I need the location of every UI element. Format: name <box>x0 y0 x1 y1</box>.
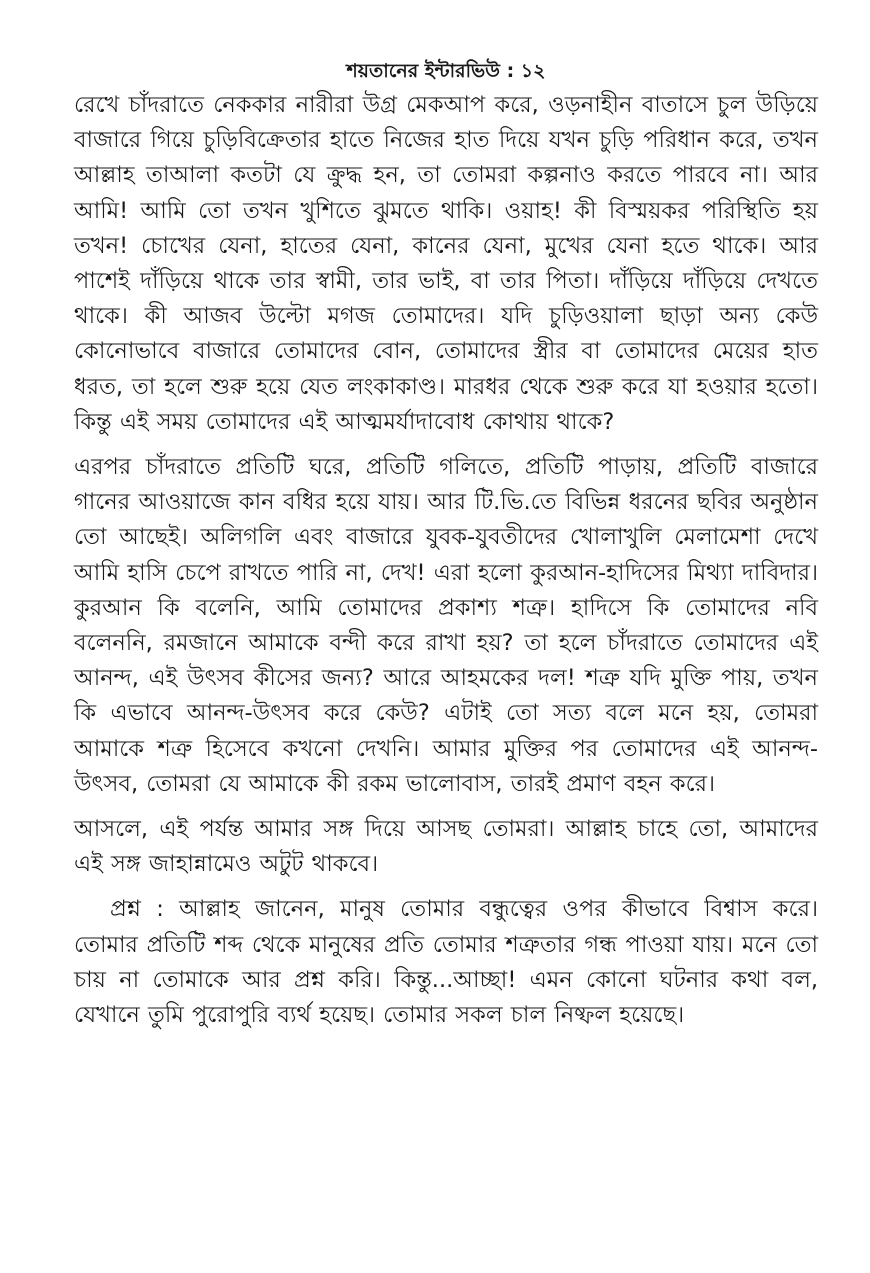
paragraph-1: রেখে চাঁদরাতে নেককার নারীরা উগ্র মেকআপ করে, ওড়নাহীন বাতাসে চুল উড়িয়ে বাজারে গিয়ে চুড়িবিক্রেতার হাতে নিজের হাত দিয়ে যখন চুড়ি পরিধান করে, তখন আল্লাহ তাআলা কতটা যে ক্রুদ্ধ হন, তা তোমরা কল্পনাও করতে পারবে না। আর আমি! আমি তো তখন খুশিতে ঝুমতে থাকি। ওয়াহ! কী বিস্ময়কর পরিস্থিতি হয় তখন! চোখের যেনা, হাতের যেনা, কানের যেনা, মুখের যেনা হতে থাকে। আর পাশেই দাঁড়িয়ে থাকে তার স্বামী, তার ভাই, বা তার পিতা। দাঁড়িয়ে দাঁড়িয়ে দেখতে থাকে। কী আজব উল্টো মগজ তোমাদের। যদি চুড়িওয়ালা ছাড়া অন্য কেউ কোনোভাবে বাজারে তোমাদের বোন, তোমাদের স্ত্রীর বা তোমাদের মেয়ের হাত ধরত, তা হলে শুরু হয়ে যেত লংকাকাণ্ড। মারধর থেকে শুরু করে যা হওয়ার হতো। কিন্তু এই সময় তোমাদের এই আত্মমর্যাদাবোধ কোথায় থাকে? <box>74 92 818 435</box>
question-paragraph: প্রশ্ন : আল্লাহ জানেন, মানুষ তোমার বন্ধুত্বের ওপর কীভাবে বিশ্বাস করে। তোমার প্রতিটি শব্দ থেকে মানুষের প্রতি তোমার শত্রুতার গন্ধ পাওয়া যায়। মনে তো চায় না তোমাকে আর প্রশ্ন করি। কিন্তু...আচ্ছা! এমন কোনো ঘটনার কথা বল, যেখানে তুমি পুরোপুরি ব্যর্থ হয়েছ। তোমার সকল চাল নিষ্ফল হয়েছে। <box>74 896 818 1029</box>
running-header: শয়তানের ইন্টারভিউ : ১২ <box>346 60 546 82</box>
paragraph-2: এরপর চাঁদরাতে প্রতিটি ঘরে, প্রতিটি গলিতে, প্রতিটি পাড়ায়, প্রতিটি বাজারে গানের আওয়াজে কান বধির হয়ে যায়। আর টি.ভি.তে বিভিন্ন ধরনের ছবির অনুষ্ঠান তো আছেই। অলিগলি এবং বাজারে যুবক-যুবতীদের খোলাখুলি মেলামেশা দেখে আমি হাসি চেপে রাখতে পারি না, দেখ! এরা হলো কুরআন-হাদিসের মিথ্যা দাবিদার। কুরআন কি বলেনি, আমি তোমাদের প্রকাশ্য শত্রু। হাদিসে কি তোমাদের নবি বলেননি, রমজানে আমাকে বন্দী করে রাখা হয়? তা হলে চাঁদরাতে তোমাদের এই আনন্দ, এই উৎসব কীসের জন্য? আরে আহমকের দল! শত্রু যদি মুক্তি পায়, তখন কি এভাবে আনন্দ-উৎসব করে কেউ? এটাই তো সত্য বলে মনে হয়, তোমরা আমাকে শত্রু হিসেবে কখনো দেখনি। আমার মুক্তির পর তোমাদের এই আনন্দ-উৎসব, তোমরা যে আমাকে কী রকম ভালোবাস, তারই প্রমাণ বহন করে। <box>74 454 818 797</box>
paragraph-3: আসলে, এই পর্যন্ত আমার সঙ্গ দিয়ে আসছ তোমরা। আল্লাহ চাহে তো, আমাদের এই সঙ্গ জাহান্নামেও অটুট থাকবে। <box>74 816 818 878</box>
